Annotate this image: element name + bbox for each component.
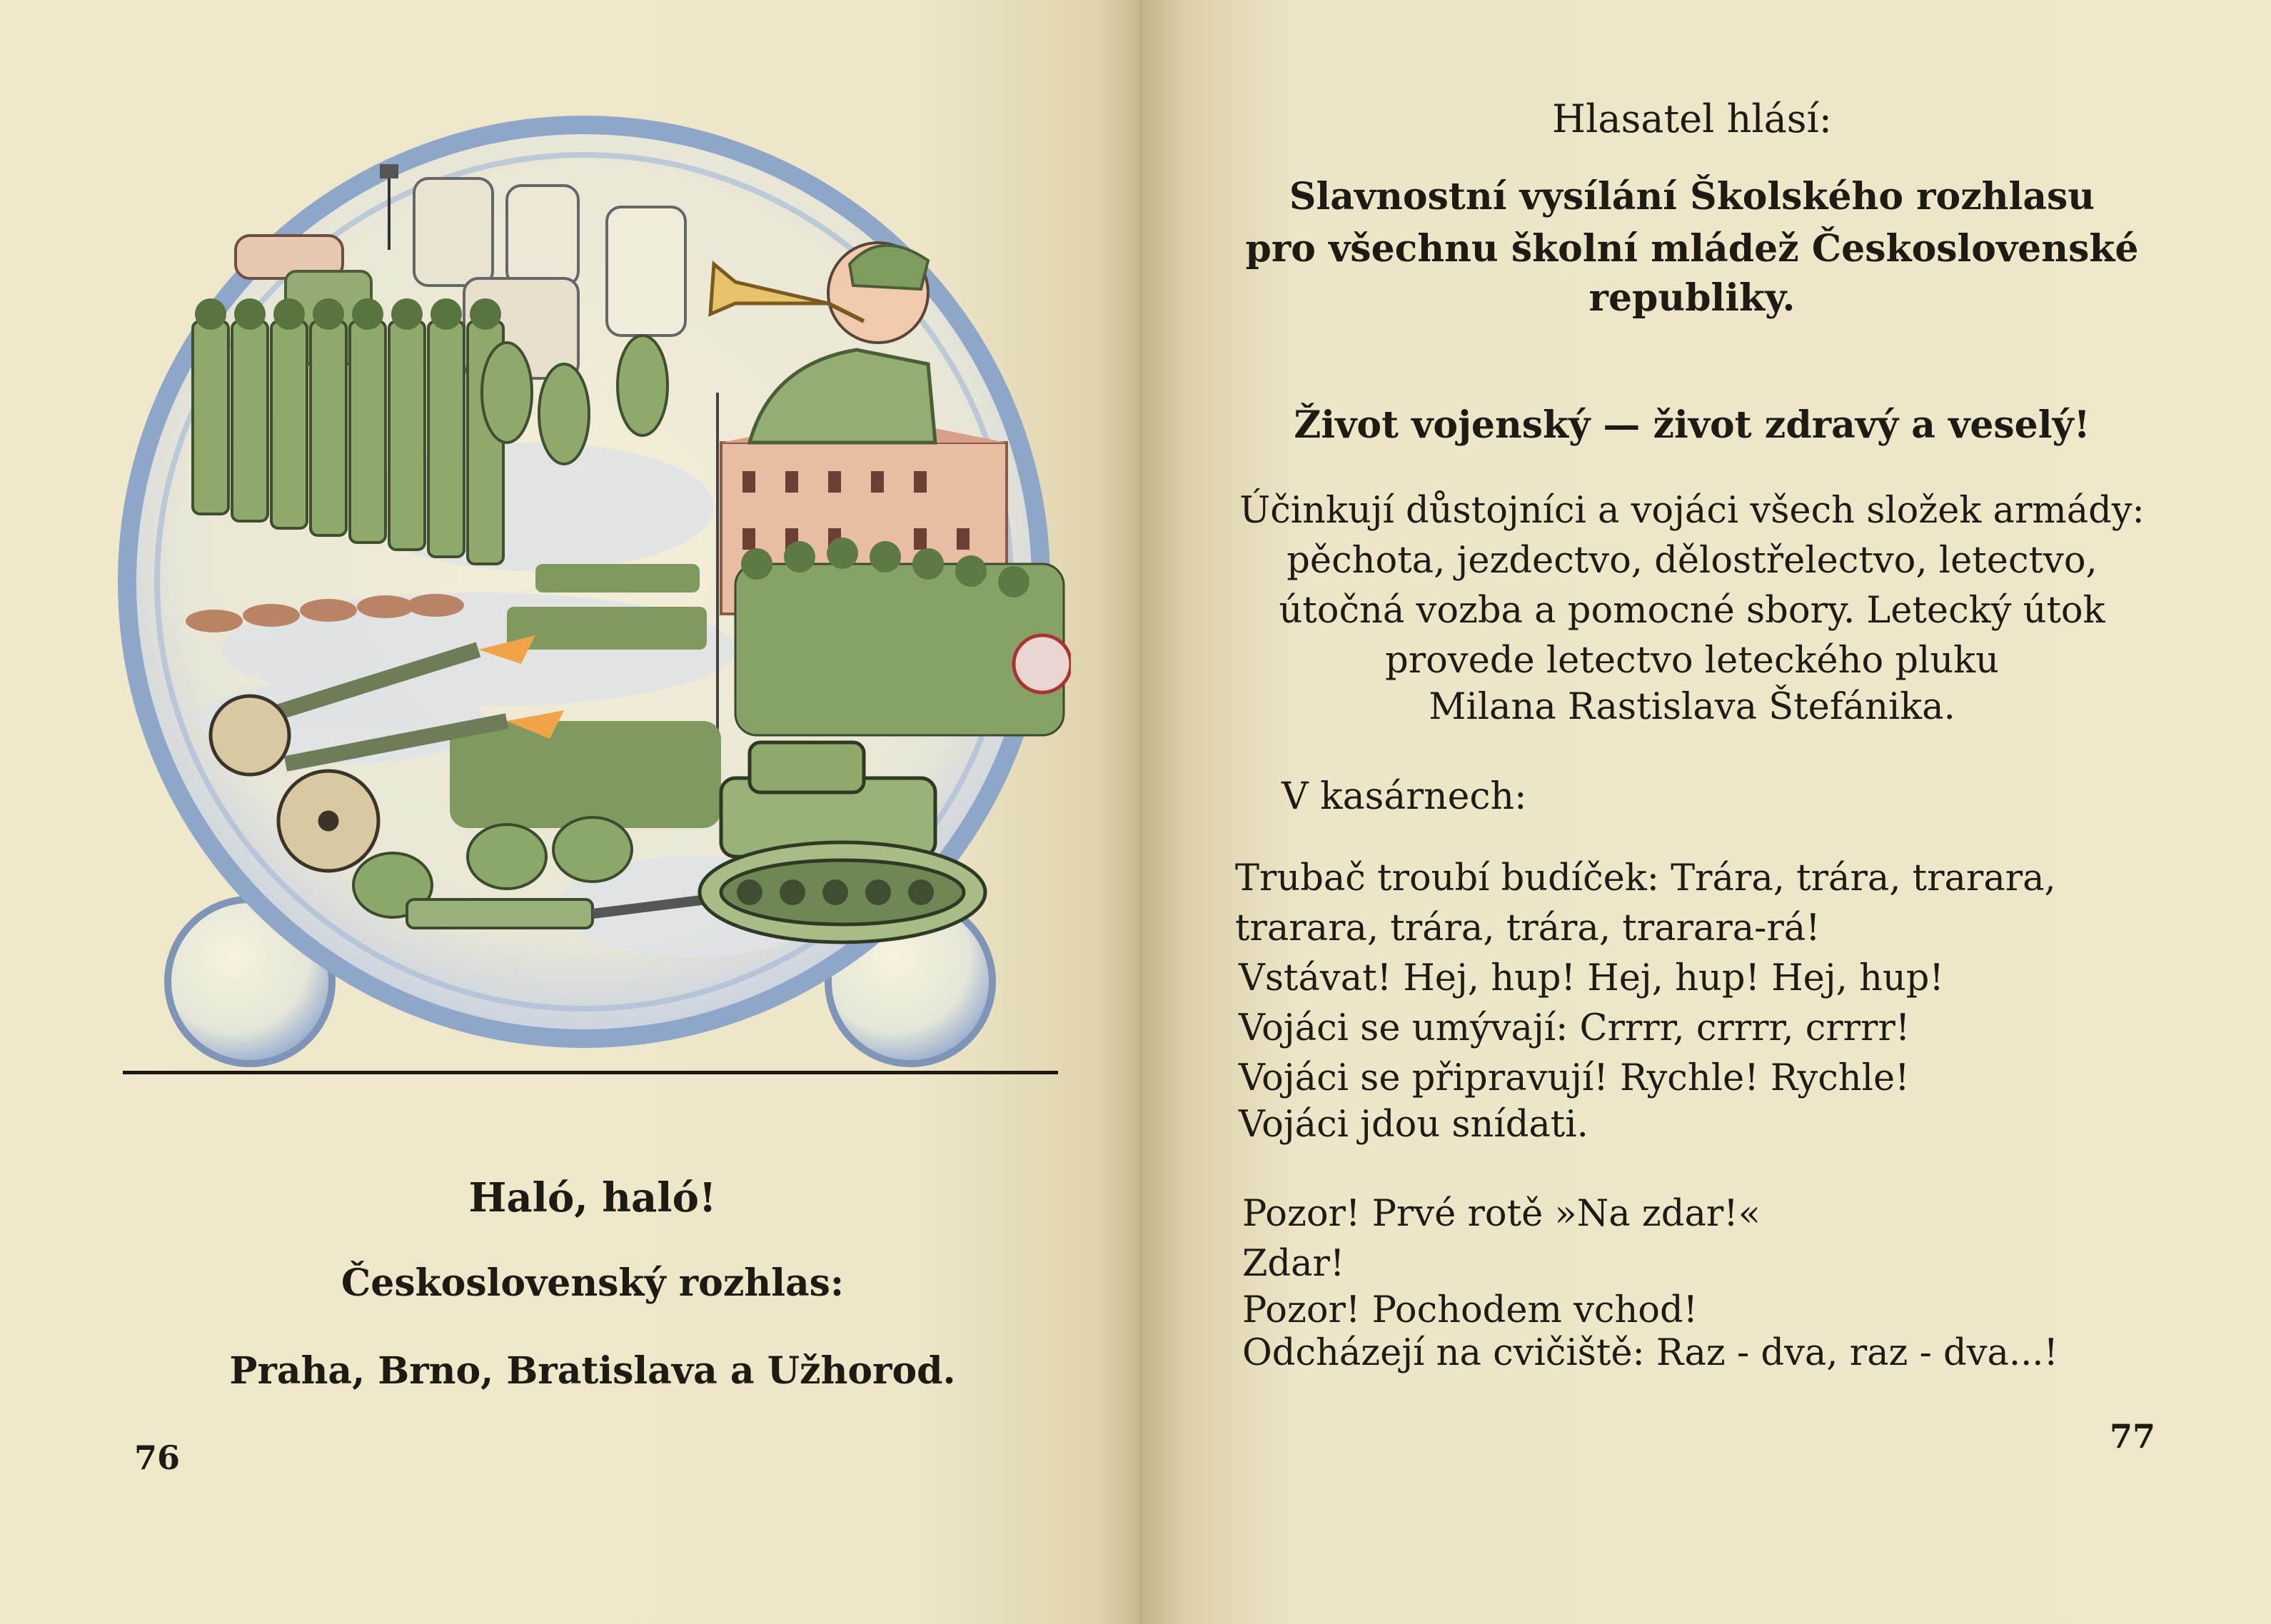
right-page [1142,0,2271,1624]
subheading-rozhlas: Československý rozhlas: [341,1261,845,1305]
title-line: Slavnostní vysílání Školského rozhlasu [1289,175,2095,218]
illustration-ground-line [123,1071,1058,1074]
barracks-line: trarara, trára, trára, trarara-rá! [1235,907,1821,949]
motto-line: Život vojenský — život zdravý a veselý! [1294,403,2090,447]
barracks-line: Vojáci jdou snídati. [1239,1104,1588,1146]
performers-line: provede letectvo leteckého pluku [1385,640,1999,682]
performers-line: Milana Rastislava Štefánika. [1429,686,1955,728]
barracks-line: Vstávat! Hej, hup! Hej, hup! Hej, hup! [1239,957,1944,999]
barracks-line: Vojáci se umývají: Crrrr, crrrr, crrrr! [1239,1007,1910,1049]
military-illustration [107,107,1071,1092]
cities-line: Praha, Brno, Bratislava a Užhorod. [229,1349,956,1393]
performers-line: Účinkují důstojníci a vojáci všech složek armády: [1239,490,2145,532]
march-line: Odcházejí na cvičiště: Raz - dva, raz - dva...! [1242,1332,2059,1374]
announcer-line: Hlasatel hlásí: [1552,96,1832,141]
performers-line: pěchota, jezdectvo, dělostřelectvo, letectvo, [1286,540,2098,582]
performers-line: útočná vozba a pomocné sbory. Letecký útok [1279,590,2105,632]
march-line: Pozor! Prvé rotě »Na zdar!« [1242,1193,1761,1235]
page-number-right: 77 [2110,1417,2156,1456]
heading-halo: Haló, haló! [468,1174,717,1221]
title-line: republiky. [1588,276,1796,320]
title-line: pro všechnu školní mládež Československé [1245,227,2139,271]
scene-heading: V kasárnech: [1281,775,1527,818]
page-number-left: 76 [134,1438,181,1477]
barracks-line: Trubač troubí budíček: Trára, trára, trarara, [1235,857,2056,899]
march-line: Pozor! Pochodem vchod! [1242,1289,1698,1331]
march-line: Zdar! [1242,1243,1345,1285]
barracks-line: Vojáci se připravují! Rychle! Rychle! [1239,1057,1910,1099]
